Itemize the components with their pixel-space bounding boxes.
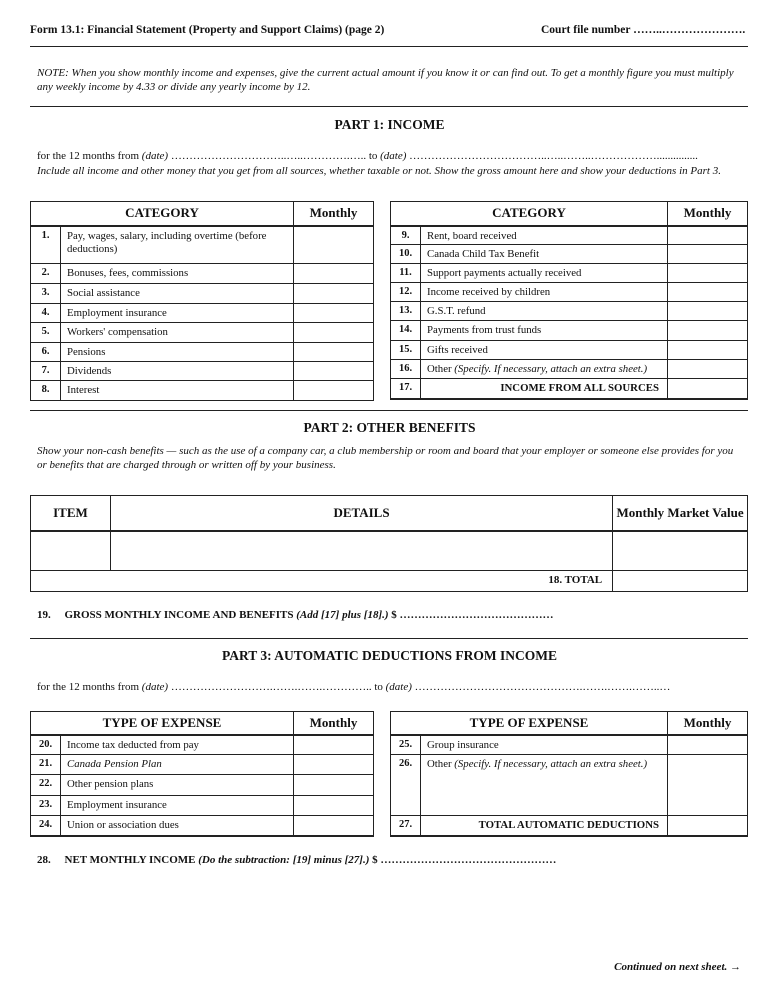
table-row: 25. Group insurance xyxy=(391,735,748,755)
monthly-amount-field[interactable] xyxy=(668,302,748,321)
benefits-total-field[interactable] xyxy=(613,571,748,592)
table-row xyxy=(31,531,748,571)
monthly-amount-field[interactable] xyxy=(668,755,748,816)
note-text: When you show monthly income and expenses, give the current actual amount if you know it or can find out. To get a monthly figure you must multiply any weekly income by 4.33 or divide any yearly income by 12. xyxy=(37,67,734,93)
divider xyxy=(30,410,748,411)
table-row: 3. Social assistance xyxy=(31,284,374,304)
divider xyxy=(30,106,748,107)
monthly-amount-field[interactable] xyxy=(668,226,748,245)
monthly-amount-field[interactable] xyxy=(294,284,374,304)
table-row: 8. Interest xyxy=(31,381,374,401)
item-field[interactable] xyxy=(31,531,111,571)
monthly-amount-field[interactable] xyxy=(668,341,748,360)
monthly-amount-field[interactable] xyxy=(294,264,374,284)
part2-title: PART 2: OTHER BENEFITS xyxy=(303,420,476,435)
part1-title: PART 1: INCOME xyxy=(334,117,445,132)
benefits-table xyxy=(30,495,748,592)
monthly-amount-field[interactable] xyxy=(668,245,748,264)
date-to-field[interactable]: ……………………………………….…….…….……..… xyxy=(414,681,671,693)
market-value-field[interactable] xyxy=(613,531,748,571)
part3-period-line: for the 12 months from (date) ……………………….…….…….………….. to (date) ……………………………………….…….…….……..… xyxy=(37,681,671,693)
court-file-number-label: Court file number ……..…………………. xyxy=(541,24,746,36)
monthly-amount-field[interactable] xyxy=(294,796,374,816)
divider xyxy=(30,46,748,47)
table-row: 10. Canada Child Tax Benefit xyxy=(391,245,748,264)
net-monthly-income-line: 28. NET MONTHLY INCOME (Do the subtraction: [19] minus [27].) $ ………………………………………… xyxy=(37,854,557,866)
part1-period-line: for the 12 months from (date) …………………………..…..………….….. to (date) ………………………………..…..……..………………............... xyxy=(37,150,698,162)
column-header-category: CATEGORY xyxy=(31,202,294,226)
table-row: 5. Workers' compensation xyxy=(31,323,374,343)
note-label: NOTE: xyxy=(37,67,69,79)
monthly-amount-field[interactable] xyxy=(294,775,374,796)
continued-note: Continued on next sheet. → xyxy=(614,961,741,973)
table-row: 24. Union or association dues xyxy=(31,816,374,836)
net-monthly-income-field[interactable]: ………………………………………… xyxy=(380,854,557,866)
table-row: 26. Other (Specify. If necessary, attach an extra sheet.) xyxy=(391,755,748,816)
table-row: 23. Employment insurance xyxy=(31,796,374,816)
table-row: 11. Support payments actually received xyxy=(391,264,748,283)
date-from-field[interactable]: ……………………….…….…….………….. xyxy=(170,681,372,693)
table-row: 16. Other (Specify. If necessary, attach an extra sheet.) xyxy=(391,360,748,379)
table-row: 1. Pay, wages, salary, including overtime (before deductions) xyxy=(31,226,374,264)
column-header-monthly: Monthly xyxy=(294,202,374,226)
table-row: 13. G.S.T. refund xyxy=(391,302,748,321)
table-row: 22. Other pension plans xyxy=(31,775,374,796)
deductions-table-right xyxy=(390,711,748,837)
table-row: 20. Income tax deducted from pay xyxy=(31,735,374,755)
monthly-amount-field[interactable] xyxy=(294,304,374,323)
table-row: 15. Gifts received xyxy=(391,341,748,360)
income-table-right xyxy=(390,201,748,400)
table-row: 21. Canada Pension Plan xyxy=(31,755,374,775)
table-row: 2. Bonuses, fees, commissions xyxy=(31,264,374,284)
table-row: 17. INCOME FROM ALL SOURCES xyxy=(391,379,748,399)
monthly-amount-field[interactable] xyxy=(294,381,374,401)
divider xyxy=(30,638,748,639)
column-header-category: CATEGORY xyxy=(391,202,668,226)
form-title: Form 13.1: Financial Statement (Property and Support Claims) (page 2) xyxy=(30,24,385,36)
monthly-amount-field[interactable] xyxy=(294,755,374,775)
income-total-field[interactable] xyxy=(668,379,748,399)
part2-instructions: Show your non-cash benefits — such as the use of a company car, a club membership or room and board that your employer or someone else provides for you or benefits that are charged through or written off by your business. xyxy=(37,445,734,471)
gross-monthly-income-field[interactable]: …………………………………… xyxy=(399,609,554,621)
income-total-label: INCOME FROM ALL SOURCES xyxy=(421,379,668,399)
monthly-amount-field[interactable] xyxy=(668,360,748,379)
monthly-amount-field[interactable] xyxy=(294,226,374,264)
gross-monthly-income-line: 19. GROSS MONTHLY INCOME AND BENEFITS (Add [17] plus [18].) $ …………………………………… xyxy=(37,609,554,621)
table-row: 9. Rent, board received xyxy=(391,226,748,245)
monthly-amount-field[interactable] xyxy=(294,343,374,362)
table-row: 4. Employment insurance xyxy=(31,304,374,323)
column-header-type-of-expense: TYPE OF EXPENSE xyxy=(391,712,668,735)
column-header-monthly: Monthly xyxy=(668,202,748,226)
table-row: 12. Income received by children xyxy=(391,283,748,302)
part1-instructions: Include all income and other money that you get from all sources, whether taxable or not. Show the gross amount here and show your deductions in Part 3. xyxy=(37,165,721,177)
column-header-type-of-expense: TYPE OF EXPENSE xyxy=(31,712,294,735)
note-block xyxy=(37,66,737,94)
monthly-amount-field[interactable] xyxy=(668,321,748,341)
column-header-item: ITEM xyxy=(31,496,111,531)
income-table-left xyxy=(30,201,374,401)
monthly-amount-field[interactable] xyxy=(294,323,374,343)
deductions-total-field[interactable] xyxy=(668,816,748,836)
monthly-amount-field[interactable] xyxy=(668,283,748,302)
monthly-amount-field[interactable] xyxy=(294,816,374,836)
deductions-table-left xyxy=(30,711,374,837)
monthly-amount-field[interactable] xyxy=(294,362,374,381)
table-row: 6. Pensions xyxy=(31,343,374,362)
table-row xyxy=(31,571,748,592)
table-row: 27. TOTAL AUTOMATIC DEDUCTIONS xyxy=(391,816,748,836)
part3-title: PART 3: AUTOMATIC DEDUCTIONS FROM INCOME xyxy=(222,648,557,663)
table-row: 14. Payments from trust funds xyxy=(391,321,748,341)
monthly-amount-field[interactable] xyxy=(294,735,374,755)
column-header-details: DETAILS xyxy=(110,496,612,531)
deductions-total-label: TOTAL AUTOMATIC DEDUCTIONS xyxy=(421,816,668,836)
details-field[interactable] xyxy=(110,531,612,571)
date-from-field[interactable]: …………………………..…..………….….. xyxy=(170,150,367,162)
date-to-field[interactable]: ………………………………..…..……..………………............... xyxy=(409,150,698,162)
column-header-monthly: Monthly xyxy=(668,712,748,735)
monthly-amount-field[interactable] xyxy=(668,735,748,755)
column-header-monthly: Monthly xyxy=(294,712,374,735)
monthly-amount-field[interactable] xyxy=(668,264,748,283)
column-header-market-value: Monthly Market Value xyxy=(613,496,748,531)
table-row: 7. Dividends xyxy=(31,362,374,381)
benefits-total-label: 18. TOTAL xyxy=(31,571,613,592)
